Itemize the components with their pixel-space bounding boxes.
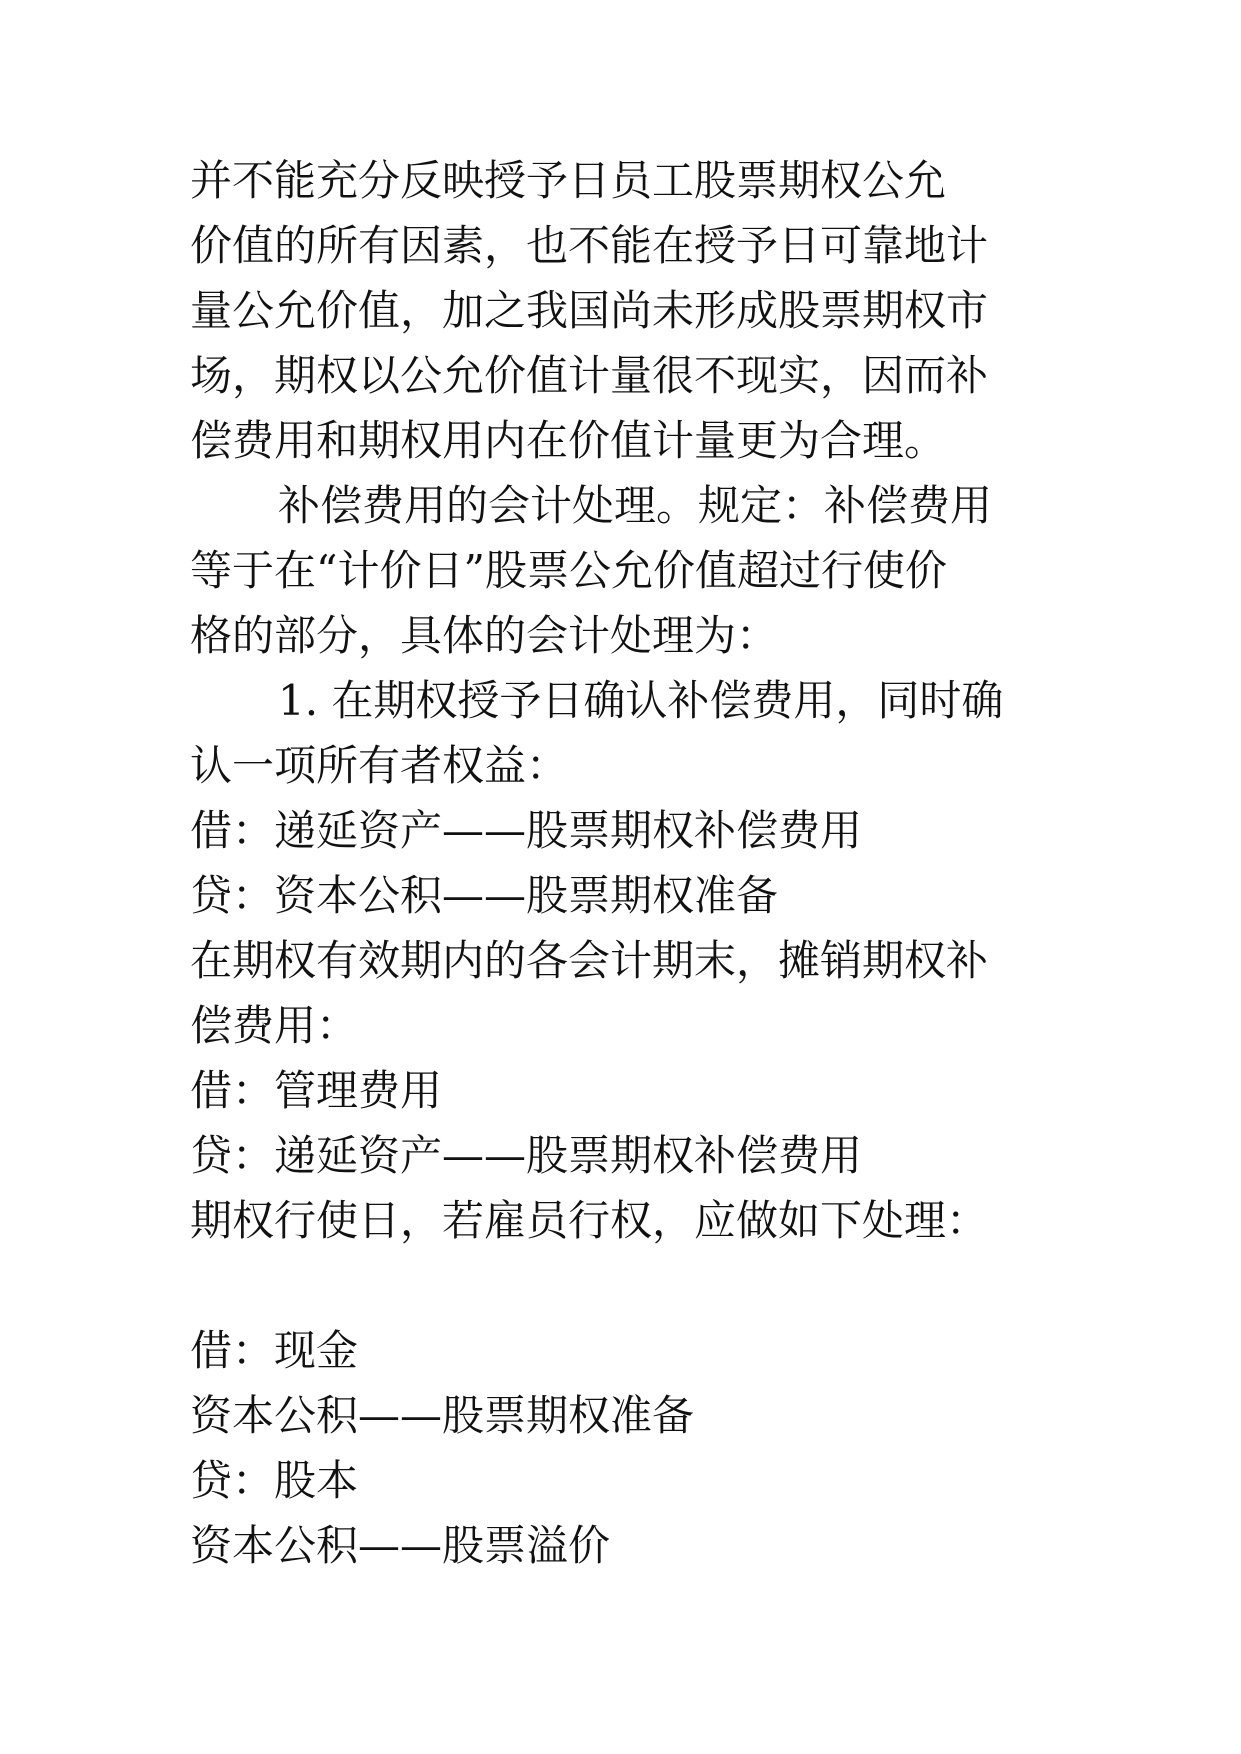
text-line: 场，期权以公允价值计量很不现实，因而补	[190, 351, 989, 400]
journal-entry-credit: 贷：资本公积——股票期权准备	[190, 871, 779, 920]
text-line: 量公允价值，加之我国尚未形成股票期权市	[190, 286, 989, 335]
text-line: 等于在“计价日”股票公允价值超过行使价	[190, 546, 947, 595]
text-line: 价值的所有因素，也不能在授予日可靠地计	[190, 221, 989, 270]
journal-entry-debit: 借：现金	[190, 1326, 359, 1375]
text-line: 格的部分，具体的会计处理为：	[190, 611, 779, 660]
text-line: 期权行使日，若雇员行权，应做如下处理：	[190, 1196, 989, 1245]
blank-line	[190, 1253, 1090, 1318]
text-line: 认一项所有者权益：	[190, 741, 569, 790]
journal-entry-credit: 贷：股本	[190, 1456, 359, 1505]
journal-entry-debit: 借：管理费用	[190, 1066, 443, 1115]
text-line: 并不能充分反映授予日员工股票期权公允	[190, 156, 947, 205]
text-line: 1. 在期权授予日确认补偿费用，同时确	[278, 676, 1004, 725]
journal-entry-credit: 资本公积——股票溢价	[190, 1521, 611, 1570]
document-body	[190, 148, 1090, 1578]
journal-entry-debit: 借：递延资产——股票期权补偿费用	[190, 806, 863, 855]
text-line: 补偿费用的会计处理。规定：补偿费用	[278, 481, 993, 530]
journal-entry-debit: 资本公积——股票期权准备	[190, 1391, 695, 1440]
journal-entry-credit: 贷：递延资产——股票期权补偿费用	[190, 1131, 863, 1180]
text-line: 在期权有效期内的各会计期末，摊销期权补	[190, 936, 989, 985]
text-line: 偿费用：	[190, 1001, 359, 1050]
text-line: 偿费用和期权用内在价值计量更为合理。	[190, 416, 947, 465]
